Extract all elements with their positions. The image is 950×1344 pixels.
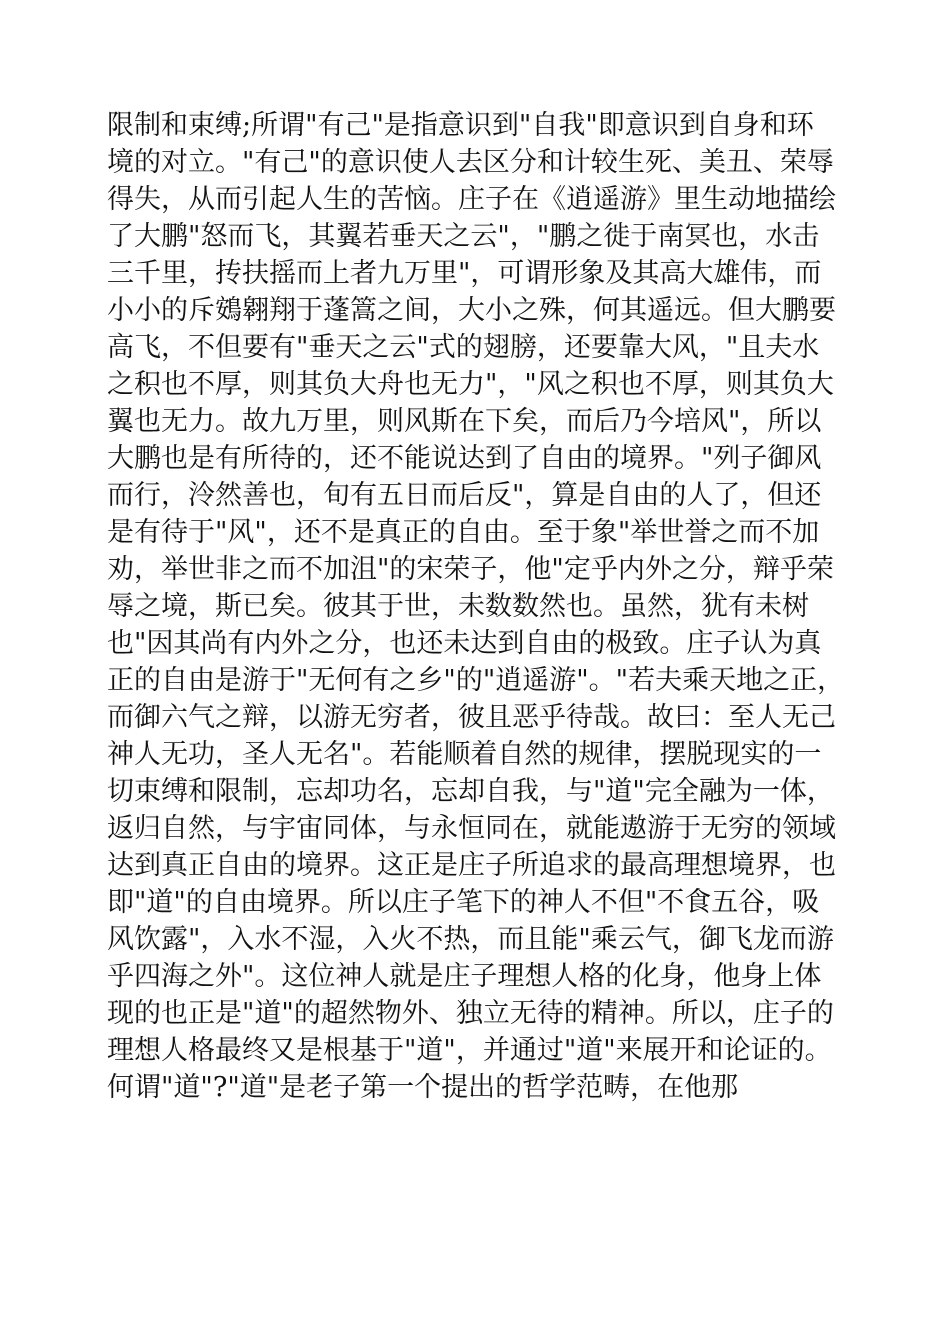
text-line: 也"因其尚有内外之分，也还未达到自由的极致。庄子认为真	[107, 628, 822, 659]
text-line: 达到真正自由的境界。这正是庄子所追求的最高理想境界，也	[107, 850, 836, 881]
text-line: 理想人格最终又是根基于"道"，并通过"道"来展开和论证的。	[107, 1035, 832, 1066]
text-line: 得失，从而引起人生的苦恼。庄子在《逍遥游》里生动地描绘	[107, 184, 836, 215]
text-line: 了大鹏"怒而飞，其翼若垂天之云"，"鹏之徙于南冥也，水击	[107, 221, 820, 252]
text-line: 限制和束缚;所谓"有己"是指意识到"自我"即意识到自身和环	[107, 110, 814, 141]
text-line: 境的对立。"有己"的意识使人去区分和计较生死、美丑、荣辱	[107, 147, 834, 178]
text-line: 劝，举世非之而不加沮"的宋荣子，他"定乎内外之分，辩乎荣	[107, 554, 834, 585]
text-line: 而御六气之辩，以游无穷者，彼且恶乎待哉。故曰：至人无己	[107, 702, 836, 733]
text-line: 而行，泠然善也，旬有五日而后反"，算是自由的人了，但还	[107, 480, 822, 511]
text-line: 之积也不厚，则其负大舟也无力"，"风之积也不厚，则其负大	[107, 369, 834, 400]
text-line: 高飞，不但要有"垂天之云"式的翅膀，还要靠大风，"且夫水	[107, 332, 820, 363]
text-line: 三千里，抟扶摇而上者九万里"，可谓形象及其高大雄伟，而	[107, 258, 822, 289]
text-line: 翼也无力。故九万里，则风斯在下矣，而后乃今培风"，所以	[107, 406, 822, 437]
body-text	[107, 107, 847, 1106]
text-line: 即"道"的自由境界。所以庄子笔下的神人不但"不食五谷，吸	[107, 887, 820, 918]
text-line: 是有待于"风"，还不是真正的自由。至于象"举世誉之而不加	[107, 517, 820, 548]
text-line: 辱之境，斯已矣。彼其于世，未数数然也。虽然，犹有未树	[107, 591, 809, 622]
text-line: 乎四海之外"。这位神人就是庄子理想人格的化身，他身上体	[107, 961, 822, 992]
text-line: 大鹏也是有所待的，还不能说达到了自由的境界。"列子御风	[107, 443, 822, 474]
text-line: 风饮露"，入水不湿，入火不热，而且能"乘云气，御飞龙而游	[107, 924, 834, 955]
text-line: 现的也正是"道"的超然物外、独立无待的精神。所以，庄子的	[107, 998, 834, 1029]
text-line: 小小的斥鴳翱翔于蓬篙之间，大小之殊，何其遥远。但大鹏要	[107, 295, 836, 326]
text-line: 何谓"道"?"道"是老子第一个提出的哲学范畴，在他那	[107, 1072, 739, 1103]
text-line: 正的自由是游于"无何有之乡"的"逍遥游"。"若夫乘天地之正，	[107, 665, 845, 696]
text-line: 神人无功，圣人无名"。若能顺着自然的规律，摆脱现实的一	[107, 739, 822, 770]
text-line: 返归自然，与宇宙同体，与永恒同在，就能遨游于无穷的领域	[107, 813, 836, 844]
text-line: 切束缚和限制，忘却功名，忘却自我，与"道"完全融为一体，	[107, 776, 834, 807]
